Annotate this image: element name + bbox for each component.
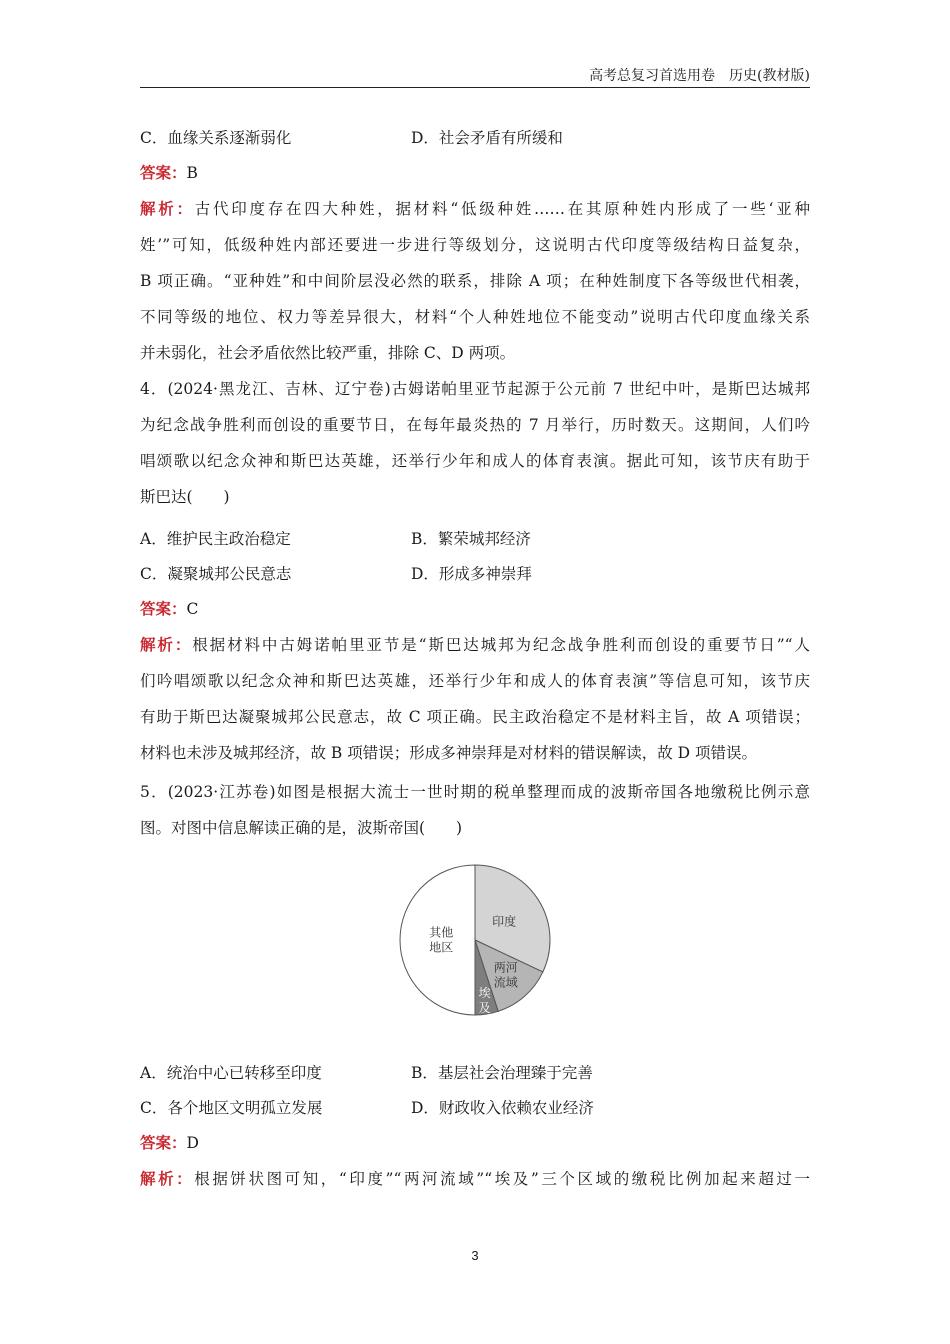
header-rule [140,87,810,88]
q5-option-c: C．各个地区文明孤立发展 [140,1099,323,1117]
q4-analysis-line-1 [140,633,810,657]
pie-chart-svg [395,858,555,1023]
q5-analysis-line-1 [140,1167,810,1191]
q3-analysis-line-3: B 项正确。“亚种姓”和中间阶层没必然的联系，排除 A 项；在种姓制度下各等级世代相袭， [140,272,810,290]
q4-stem-line-1: 4．(2024·黑龙江、吉林、辽宁卷)古姆诺帕里亚节起源于公元前 7 世纪中叶，是斯巴达城邦 [140,380,810,398]
q4-answer-value: C [186,600,199,618]
q3-analysis-line-2: 姓’”可知，低级种姓内部还要进一步进行等级划分，这说明古代印度等级结构日益复杂， [140,236,810,254]
q3-answer [140,161,198,185]
q4-stem-line-4: 斯巴达( ) [140,488,230,506]
q4-option-d: D．形成多神崇拜 [411,565,532,583]
q5-answer-value: D [186,1134,199,1152]
q3-options-row [140,126,291,150]
q4-analysis-text-1: 根据材料中古姆诺帕里亚节是“斯巴达城邦为纪念战争胜利而创设的重要节日”“人 [192,636,810,654]
tax-ratio-pie-chart [395,858,555,1027]
q3-analysis-text-1: 古代印度存在四大种姓，据材料“低级种姓……在其原种姓内形成了一些‘亚种 [194,200,810,218]
q3-option-c: C．血缘关系逐渐弱化 [140,129,292,147]
q4-stem-line-3: 唱颂歌以纪念众神和斯巴达英雄，还举行少年和成人的体育表演。据此可知，该节庆有助于 [140,452,810,470]
analysis-label: 解析： [140,199,195,218]
q4-analysis-line-2: 们吟唱颂歌以纪念众神和斯巴达英雄，还举行少年和成人的体育表演”等信息可知，该节庆 [140,672,810,690]
analysis-label: 解析： [140,1169,195,1188]
pie-label-1: 两河流域 [493,960,518,990]
pie-label-3: 其他地区 [429,925,454,955]
answer-label: 答案： [140,163,187,182]
q5-option-a: A．统治中心已转移至印度 [140,1064,322,1082]
analysis-label: 解析： [140,635,193,654]
pie-label-2: 埃及 [478,986,491,1016]
page-number: 3 [471,1248,479,1263]
q4-option-b: B．繁荣城邦经济 [411,530,531,548]
q3-analysis-line-1 [140,197,810,221]
q5-stem-line-2: 图。对图中信息解读正确的是，波斯帝国( ) [140,819,463,837]
answer-label: 答案： [140,1133,187,1152]
q4-option-c: C．凝聚城邦公民意志 [140,565,292,583]
q5-analysis-text-1: 根据饼状图可知，“印度”“两河流域”“埃及”三个区域的缴税比例加起来超过一 [194,1170,810,1188]
q3-analysis-line-5: 并未弱化，社会矛盾依然比较严重，排除 C、D 两项。 [140,344,516,362]
q5-answer [140,1131,199,1155]
q3-option-d: D．社会矛盾有所缓和 [411,129,563,147]
q4-stem-line-2: 为纪念战争胜利而创设的重要节日，在每年最炎热的 7 月举行，历时数天。这期间，人们吟 [140,416,810,434]
q3-answer-value: B [186,164,198,182]
q4-analysis-line-3: 有助于斯巴达凝聚城邦公民意志，故 C 项正确。民主政治稳定不是材料主旨，故 A 项错误； [140,708,810,726]
q5-option-b: B．基层社会治理臻于完善 [411,1064,593,1082]
pie-label-0: 印度 [492,914,517,929]
q4-answer [140,597,198,621]
q5-stem-line-1: 5．(2023·江苏卷)如图是根据大流士一世时期的税单整理而成的波斯帝国各地缴税比例示意 [140,783,810,801]
q5-option-d: D．财政收入依赖农业经济 [411,1099,594,1117]
q4-option-a: A．维护民主政治稳定 [140,530,291,548]
q4-analysis-line-4: 材料也未涉及城邦经济，故 B 项错误；形成多神崇拜是对材料的错误解读，故 D 项错误。 [140,744,758,762]
answer-label: 答案： [140,599,187,618]
running-header: 高考总复习首选用卷 历史(教材版) [589,68,810,84]
q3-analysis-line-4: 不同等级的地位、权力等差异很大，材料“个人种姓地位不能变动”说明古代印度血缘关系 [140,308,810,326]
